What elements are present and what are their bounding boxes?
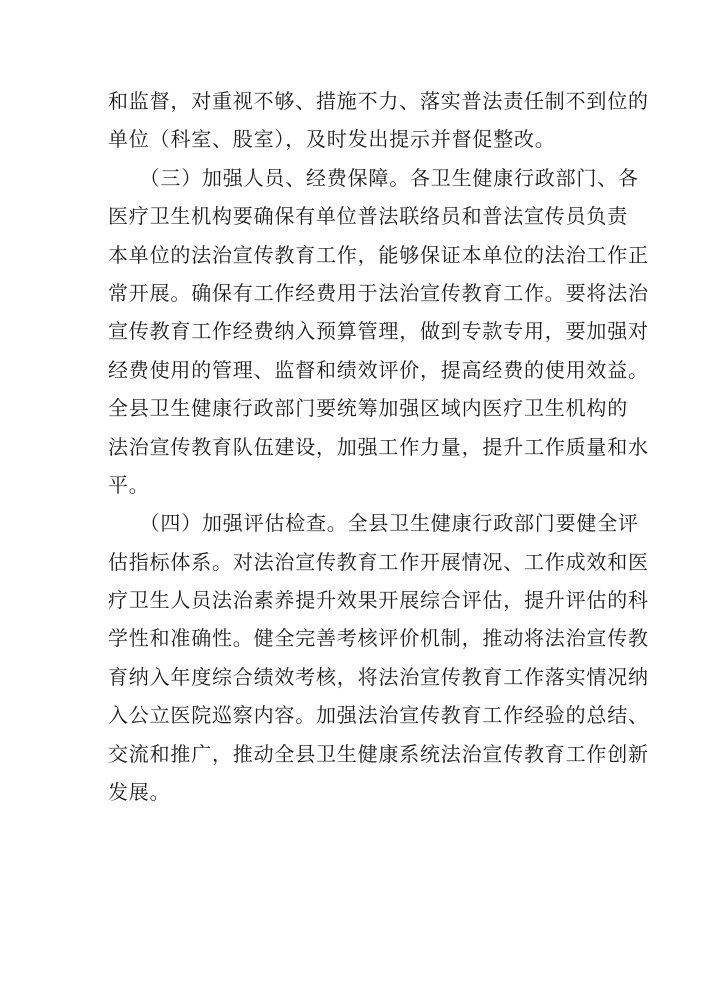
text-line: 全县卫生健康行政部门要统筹加强区域内医疗卫生机构的 <box>108 396 628 421</box>
document-body <box>108 82 649 811</box>
text-line: 本单位的法治宣传教育工作，能够保证本单位的法治工作正 <box>108 242 649 267</box>
text-line: （三）加强人员、经费保障。各卫生健康行政部门、各 <box>108 165 639 190</box>
text-line: 和监督，对重视不够、措施不力、落实普法责任制不到位的 <box>108 89 649 113</box>
text-line: 单位（科室、股室），及时发出提示并督促整改。 <box>108 127 556 152</box>
text-line: 常开展。确保有工作经费用于法治宣传教育工作。要将法治 <box>108 280 649 305</box>
text-line: 法治宣传教育队伍建设，加强工作力量，提升工作质量和水 <box>108 434 649 459</box>
text-line: 估指标体系。对法治宣传教育工作开展情况、工作成效和医 <box>108 549 649 574</box>
text-line: （四）加强评估检查。全县卫生健康行政部门要健全评 <box>108 511 639 536</box>
text-line: 平。 <box>108 472 150 497</box>
text-line: 经费使用的管理、监督和绩效评价，提高经费的使用效益。 <box>108 357 649 382</box>
text-line: 育纳入年度综合绩效考核，将法治宣传教育工作落实情况纳 <box>108 664 649 689</box>
text-line: 交流和推广，推动全县卫生健康系统法治宣传教育工作创新 <box>108 741 649 766</box>
text-line: 学性和准确性。健全完善考核评价机制，推动将法治宣传教 <box>108 626 649 651</box>
text-line: 宣传教育工作经费纳入预算管理，做到专款专用，要加强对 <box>108 319 649 344</box>
text-line: 医疗卫生机构要确保有单位普法联络员和普法宣传员负责 <box>108 204 628 229</box>
text-line: 入公立医院巡察内容。加强法治宣传教育工作经验的总结、 <box>108 703 649 728</box>
text-line: 疗卫生人员法治素养提升效果开展综合评估，提升评估的科 <box>108 588 649 613</box>
text-line: 发展。 <box>108 780 171 805</box>
